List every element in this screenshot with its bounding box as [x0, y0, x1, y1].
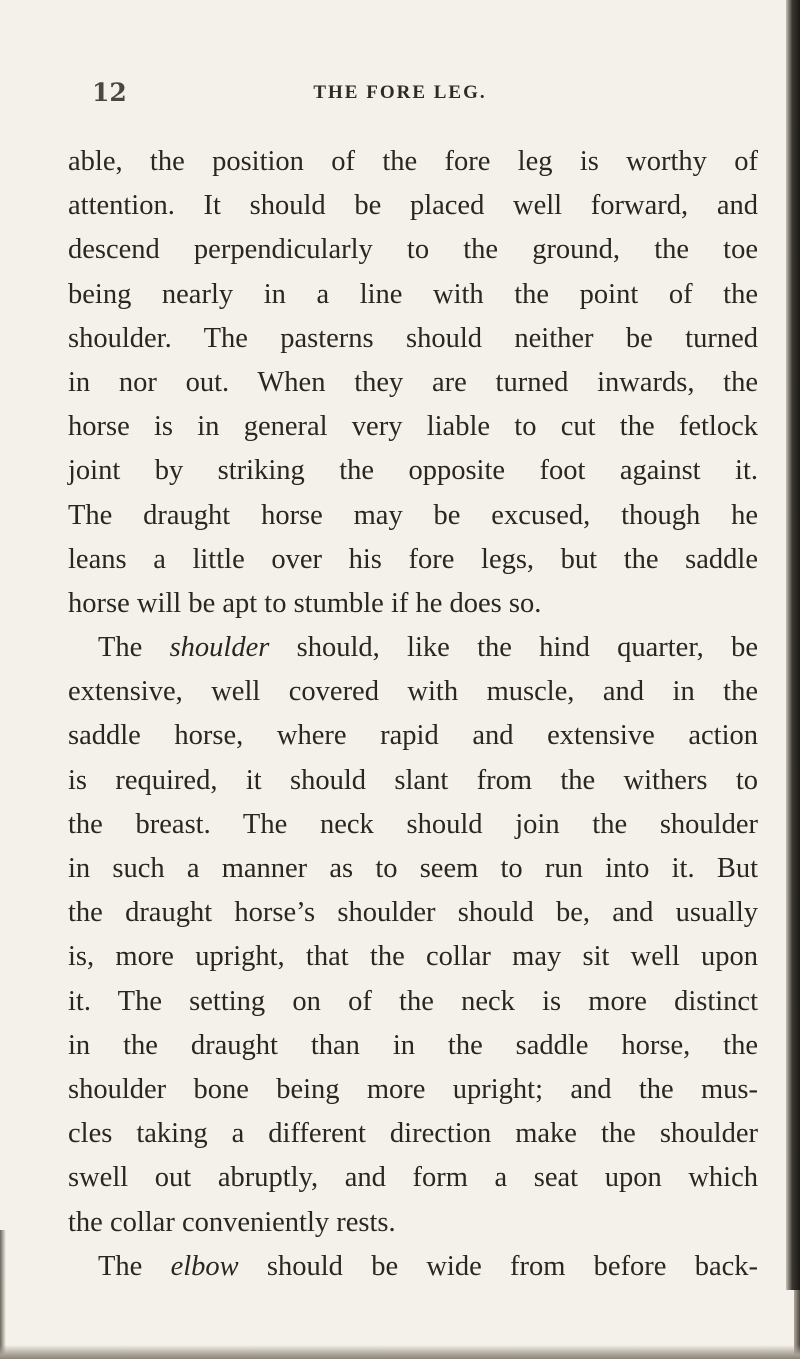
text-line: able, the position of the fore leg is worthy of — [68, 146, 758, 177]
page-number: 12 — [92, 78, 127, 107]
text-line — [68, 626, 758, 670]
text-line — [68, 1245, 758, 1289]
text-line: in nor out. When they are turned inwards, the — [68, 366, 758, 398]
text-line: in the draught than in the saddle horse, the — [68, 1029, 758, 1061]
page-curl-shadow — [0, 1230, 6, 1359]
italic-term: elbow — [170, 1250, 239, 1282]
text-line: the draught horse’s shoulder should be, and usually — [68, 897, 758, 929]
text-line: The draught horse may be excused, though he — [68, 499, 758, 531]
binding-edge — [786, 0, 800, 1290]
text-line: descend perpendicularly to the ground, the toe — [68, 234, 758, 266]
text-line: shoulder bone being more upright; and the mus- — [68, 1073, 758, 1105]
text-line: is required, it should slant from the withers to — [68, 764, 758, 796]
text-line: shoulder. The pasterns should neither be turned — [68, 322, 758, 354]
text-segment: should be wide from before back- — [238, 1250, 759, 1282]
text-line: leans a little over his fore legs, but the saddle — [68, 543, 758, 575]
text-segment: The — [98, 632, 170, 664]
italic-term: shoulder — [169, 632, 270, 664]
text-line: extensive, well covered with muscle, and in the — [68, 676, 758, 708]
text-line: the collar conveniently rests. — [68, 1206, 396, 1238]
text-line: joint by striking the opposite foot against it. — [68, 455, 758, 487]
text-line: is, more upright, that the collar may sit well upon — [68, 941, 758, 973]
page-header — [0, 78, 800, 118]
text-line: attention. It should be placed well forward, and — [68, 190, 758, 222]
text-line: horse is in general very liable to cut the fetlock — [68, 411, 758, 443]
text-line: swell out abruptly, and form a seat upon which — [68, 1162, 758, 1194]
text-line: it. The setting on of the neck is more distinct — [68, 985, 758, 1017]
text-line: the breast. The neck should join the shoulder — [68, 808, 758, 840]
text-segment: should, like the hind quarter, be — [269, 632, 758, 664]
text-line: saddle horse, where rapid and extensive action — [68, 720, 758, 752]
body-text — [68, 140, 758, 1289]
text-segment: The — [98, 1250, 171, 1282]
text-line: cles taking a different direction make the shoulder — [68, 1118, 758, 1150]
text-line: horse will be apt to stumble if he does so. — [68, 587, 542, 619]
text-line: in such a manner as to seem to run into it. But — [68, 853, 758, 884]
text-line: being nearly in a line with the point of the — [68, 278, 758, 310]
running-head: THE FORE LEG. — [313, 82, 487, 103]
page-bottom-shadow — [0, 1345, 800, 1359]
